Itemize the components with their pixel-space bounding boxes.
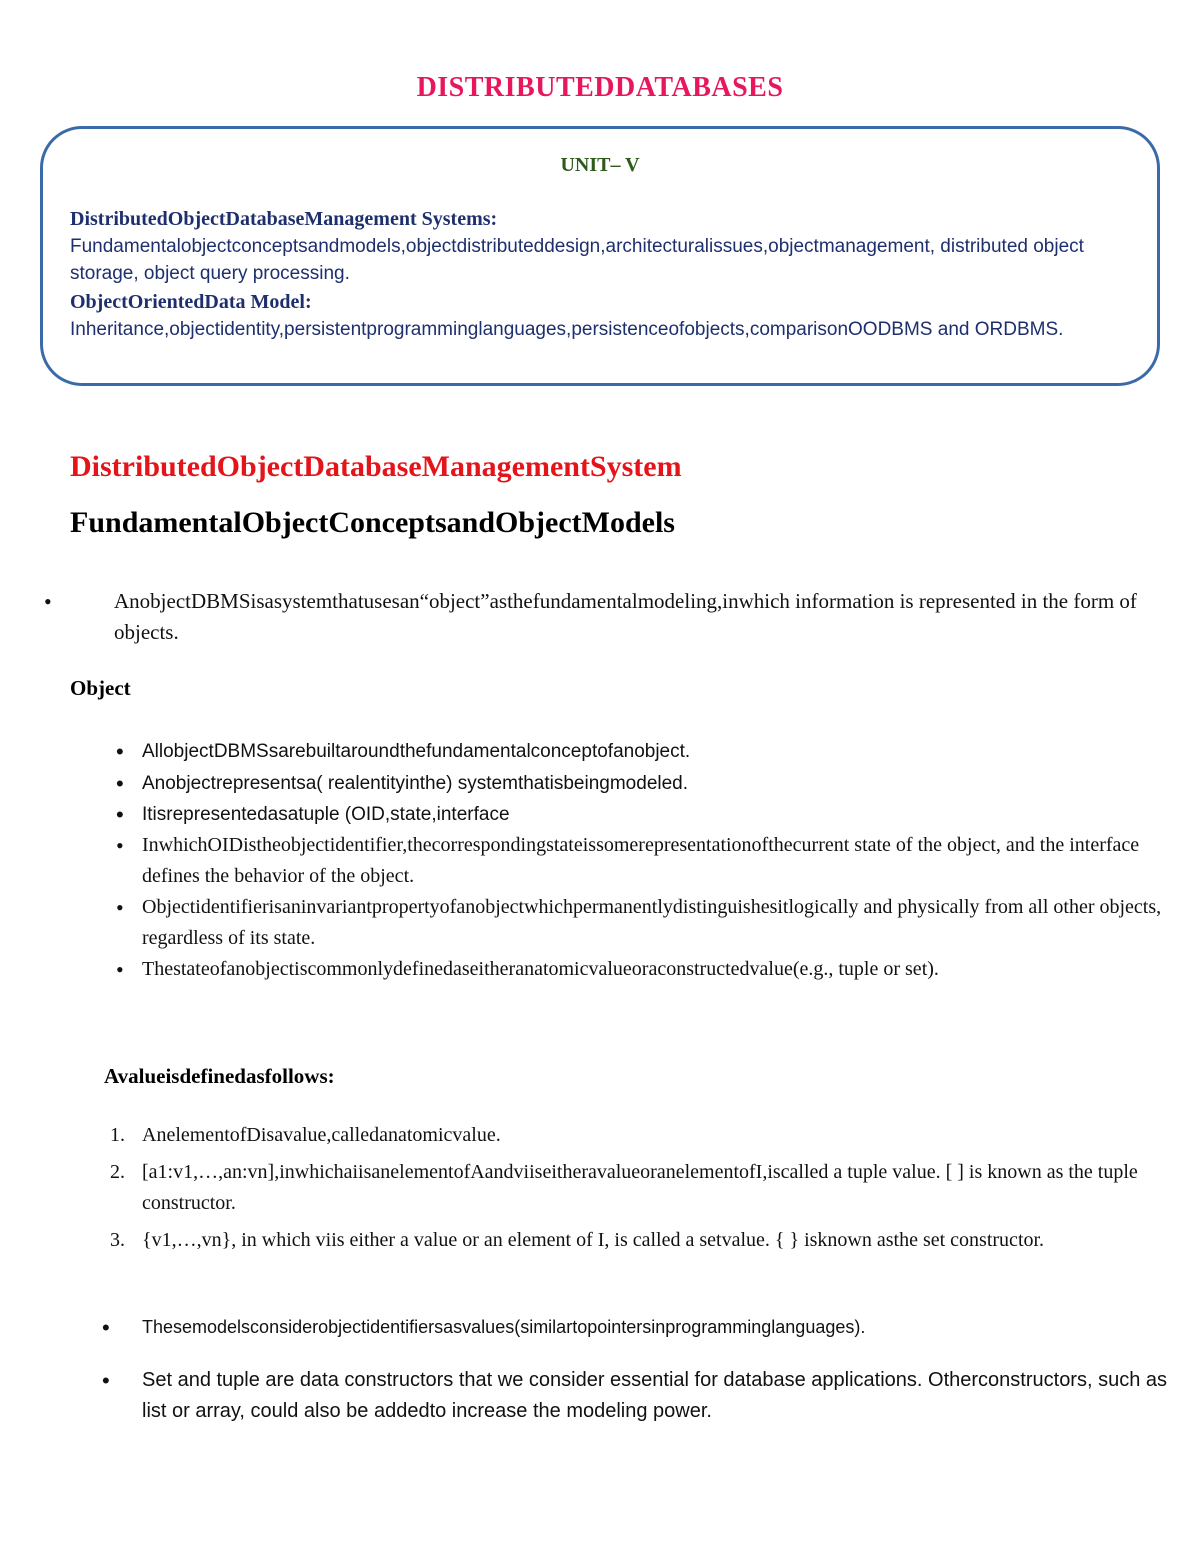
bullet-icon: • — [102, 1315, 110, 1340]
value-definition-heading: Avalueisdefinedasfollows: — [104, 1064, 335, 1088]
object-heading: Object — [70, 676, 131, 700]
list-item: • Thesemodelsconsiderobjectidentifiersasvalues(similartopointersinprogramminglanguages). — [70, 1312, 1182, 1343]
bullet-icon: • — [116, 771, 124, 796]
list-item: 1. AnelementofDisavalue,calledanatomicvalue. — [110, 1124, 501, 1146]
list-item: • AnobjectDBMSisasystemthatusesan“object”asthefundamentalmodeling,inwhich information is represented in the form of objects. — [70, 586, 1182, 648]
list-item: 3. {v1,…,vn}, in which viis either a value or an element of I, is called a setvalue. { } isknown asthe set constructor. — [110, 1229, 1045, 1251]
syllabus-section-2 — [70, 289, 1145, 343]
bullet-icon: • — [116, 957, 124, 982]
bullet-icon: • — [102, 1368, 110, 1393]
bullet-icon: • — [116, 739, 124, 764]
syllabus-section-heading: DistributedObjectDatabaseManagement Systems: — [70, 208, 498, 230]
list-item: • Itisrepresentedasatuple (OID,state,interface — [70, 799, 1182, 830]
list-item: • InwhichOIDistheobjectidentifier,thecorrespondingstateissomerepresentationofthecurrent state of the object, and the interface defines the behavior of the object. — [70, 830, 1182, 892]
value-numbered-list — [70, 1120, 1182, 1256]
bullet-icon: • — [116, 802, 124, 827]
list-item: • Set and tuple are data constructors that we consider essential for database applications. Otherconstructors, such as list or array, could also be addedto increase the modeling power. — [70, 1365, 1182, 1427]
intro-bullet-list — [44, 586, 1182, 648]
syllabus-section-body: Inheritance,objectidentity,persistentprogramminglanguages,persistenceofobjects,comparisonOODBMS and ORDBMS. — [70, 319, 1064, 340]
list-item: 2. [a1:v1,…,an:vn],inwhichaiisanelementofAandviiseitheravalueoranelementofI,iscalled a tuple value. [ ] is known as the tuple constructor. — [110, 1161, 1138, 1214]
list-item: • Anobjectrepresentsa( realentityinthe) systemthatisbeingmodeled. — [70, 768, 1182, 799]
bullet-icon: • — [116, 833, 124, 858]
list-item: • Thestateofanobjectiscommonlydefinedaseitheranatomicvalueoraconstructedvalue(e.g., tuple or set). — [70, 954, 1182, 985]
document-title: DISTRIBUTEDDATABASES — [416, 72, 784, 103]
unit-title: UNIT– V — [560, 154, 640, 176]
subsection-heading-object-concepts: FundamentalObjectConceptsandObjectModels — [70, 506, 675, 539]
syllabus-section-heading: ObjectOrientedData Model: — [70, 291, 312, 313]
bullet-icon: • — [44, 589, 52, 614]
syllabus-section-body: Fundamentalobjectconceptsandmodels,objectdistributeddesign,architecturalissues,objectmanagement, distributed object storage, object query processing. — [70, 236, 1084, 284]
syllabus-section-1 — [70, 206, 1145, 287]
list-item: • AllobjectDBMSsarebuiltaroundthefundamentalconceptofanobject. — [70, 736, 1182, 767]
bullet-icon: • — [116, 895, 124, 920]
section-heading-dodbms: DistributedObjectDatabaseManagementSystem — [70, 450, 682, 483]
closing-bullet-list — [70, 1312, 1182, 1427]
object-bullet-list — [70, 736, 1182, 985]
list-item: • Objectidentifierisaninvariantpropertyofanobjectwhichpermanentlydistinguishesitlogically and physically from all other objects, regardless of its state. — [70, 892, 1182, 954]
